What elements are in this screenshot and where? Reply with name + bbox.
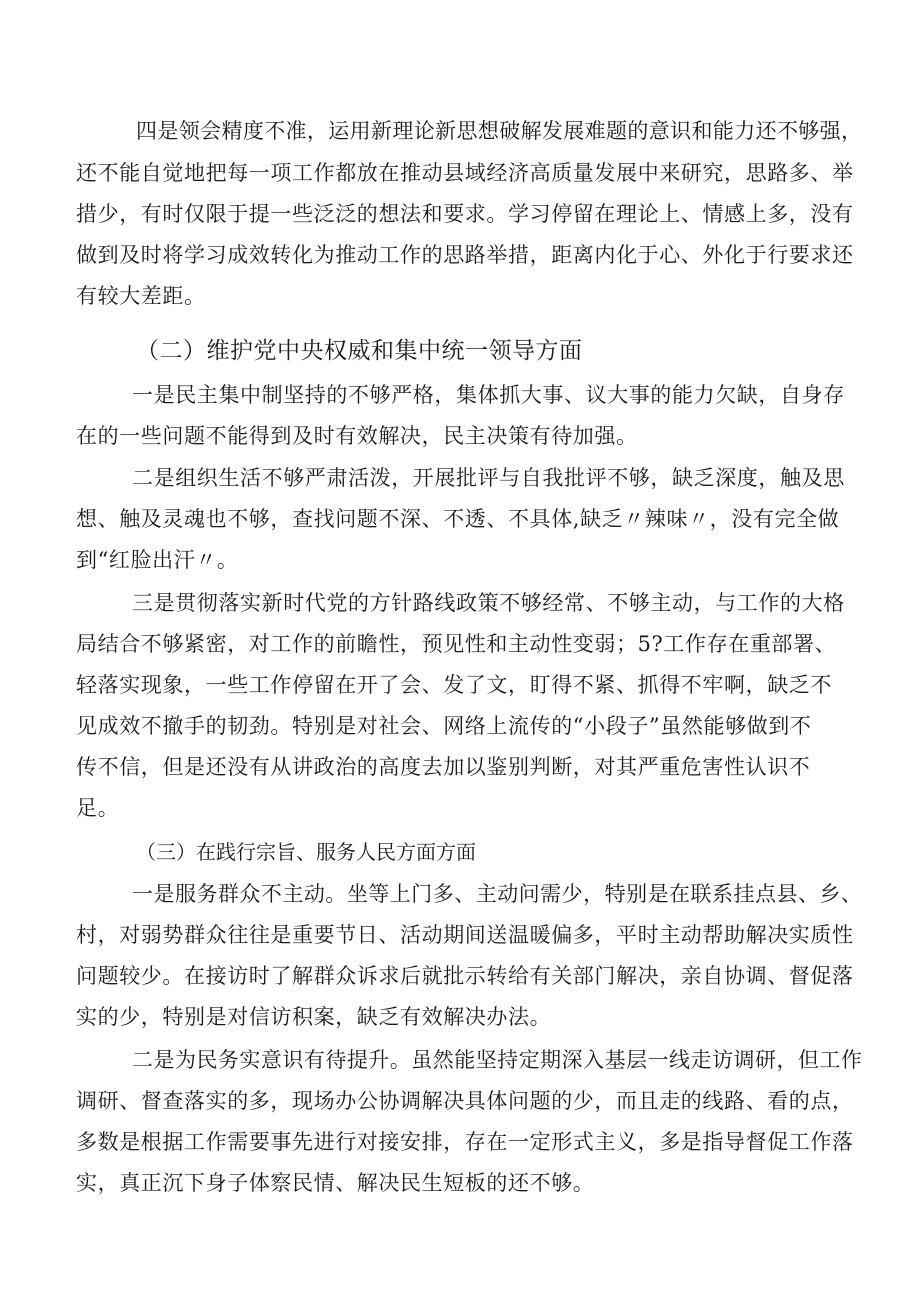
paragraph-line: 实，真正沉下身子体察民情、解决民生短板的还不够。 [76,1171,595,1195]
paragraph-line: 想、触及灵魂也不够，查找问题不深、不透、不具体,缺乏〃辣味〃，没有完全做 [76,507,840,531]
paragraph-line: 见成效不撤手的韧劲。特别是对社会、网络上流传的“小段子”虽然能够做到不 [76,714,812,738]
paragraph-line: 实的少，特别是对信访积案，缺乏有效解决办法。 [76,1005,552,1029]
paragraph-line: 二是组织生活不够严肃活泼，开展批评与自我批评不够，缺乏深度，触及思 [132,466,845,490]
paragraph-line: 有较大差距。 [76,284,206,308]
paragraph-line: 做到及时将学习成效转化为推动工作的思路举措，距离内化于心、外化于行要求还 [76,243,854,267]
paragraph-line: 一是服务群众不主动。坐等上门多、主动问需少，特别是在联系挂点县、乡、 [132,882,863,906]
paragraph-line: 四是领会精度不准，运用新理论新思想破解发展难题的意识和能力还不够强， [136,119,863,143]
paragraph-line: 一是民主集中制坚持的不够严格，集体抓大事、议大事的能力欠缺，自身存 [132,383,845,407]
paragraph-line: 调研、督查落实的多，现场办公协调解决具体问题的少，而且走的线路、看的点， [76,1089,854,1113]
paragraph-line: 传不信，但是还没有从讲政治的高度去加以鉴别判断，对其严重危害性认识不 [76,755,811,779]
paragraph-line: 还不能自觉地把每一项工作都放在推动县域经济高质量发展中来研究，思路多、举 [76,161,854,185]
paragraph-line: 问题较少。在接访时了解群众诉求后就批示转给有关部门解决，亲自协调、督促落 [76,964,854,988]
paragraph-line: 轻落实现象，一些工作停留在开了会、发了文，盯得不紧、抓得不牢啊，缺乏不 [76,673,832,697]
paragraph-line: 足。 [76,796,120,820]
section-heading: （三）在践行宗旨、服务人民方面方面 [136,840,476,864]
paragraph-line: 到“红脸出汗〃。 [76,548,239,572]
paragraph-line: 二是为民务实意识有待提升。虽然能坚持定期深入基层一线走访调研，但工作 [132,1048,863,1072]
paragraph-line: 多数是根据工作需要事先进行对接安排，存在一定形式主义，多是指导督促工作落 [76,1130,854,1154]
paragraph-line: 村，对弱势群众往往是重要节日、活动期间送温暖偏多，平时主动帮助解决实质性 [76,923,854,947]
paragraph-line: 局结合不够紧密，对工作的前瞻性，预见性和主动性变弱；5?工作存在重部署、 [76,632,837,656]
paragraph-line: 措少，有时仅限于提一些泛泛的想法和要求。学习停留在理论上、情感上多，没有 [76,202,854,226]
paragraph-line: 在的一些问题不能得到及时有效解决，民主决策有待加强。 [76,424,638,448]
section-heading: （二）维护党中央权威和集中统一领导方面 [136,338,583,364]
paragraph-line: 三是贯彻落实新时代党的方针路线政策不够经常、不够主动，与工作的大格 [132,591,845,615]
